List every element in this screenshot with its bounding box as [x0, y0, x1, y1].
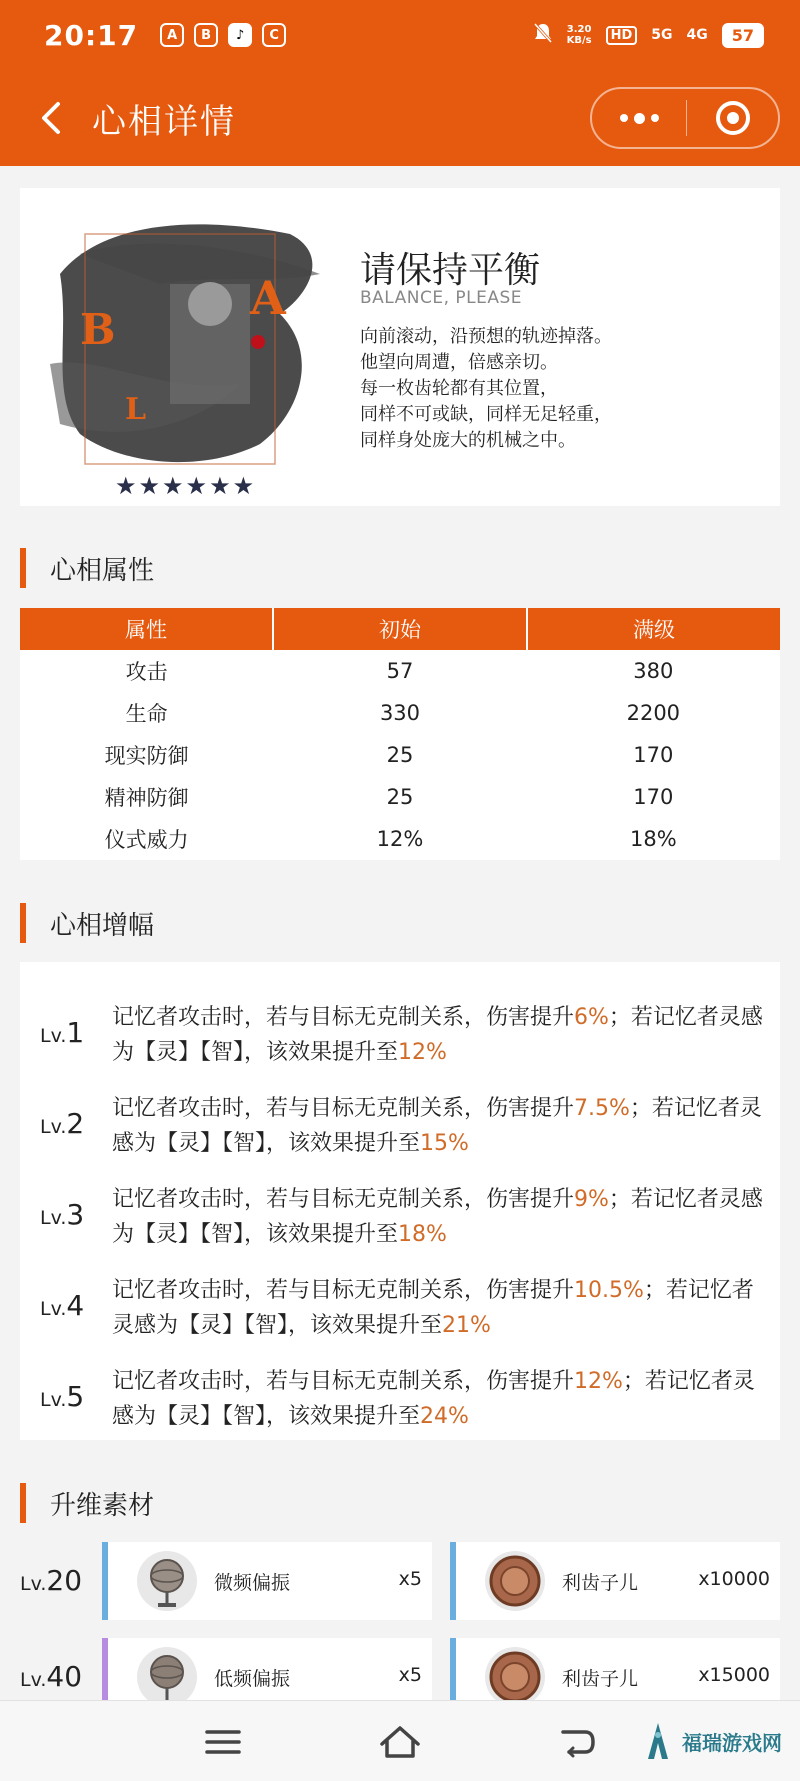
- more-button[interactable]: [592, 89, 686, 147]
- watermark-logo-icon: [640, 1721, 676, 1761]
- boost-value: 10.5%: [574, 1278, 644, 1303]
- table-header: [20, 608, 780, 650]
- boost-value: 9%: [574, 1187, 609, 1212]
- material-name: 利齿子儿: [562, 1668, 639, 1690]
- boost-value: 7.5%: [574, 1096, 630, 1121]
- system-nav-bar: [0, 1700, 800, 1781]
- table-cell: 25: [386, 743, 414, 767]
- description-line: 同样不可或缺，同样无足轻重，: [360, 404, 612, 425]
- psychube-title: 请保持平衡: [360, 250, 541, 291]
- psychube-hero-card: [20, 188, 780, 506]
- status-bar: [0, 0, 800, 70]
- more-dot-icon: [620, 114, 628, 122]
- column-header: 满级: [526, 608, 780, 650]
- material-name: 微频偏振: [214, 1572, 291, 1594]
- table-cell: 380: [633, 659, 674, 683]
- table-cell: 仪式威力: [104, 828, 189, 852]
- level-label: Lv.4: [40, 1289, 85, 1322]
- material-name: 低频偏振: [214, 1668, 291, 1690]
- column-header: 初始: [272, 608, 526, 650]
- boost-value: 6%: [574, 1005, 609, 1030]
- recent-apps-button[interactable]: [198, 1719, 248, 1765]
- material-quantity: x15000: [698, 1664, 770, 1686]
- amplification-level: [20, 1174, 780, 1254]
- column-header: 属性: [125, 618, 167, 642]
- target-icon: [716, 101, 750, 135]
- boost-value: 12%: [398, 1040, 447, 1065]
- table-cell: 现实防御: [104, 744, 189, 768]
- amplification-level: [20, 1265, 780, 1345]
- back-arrow-icon: [557, 1726, 597, 1758]
- boost-value: 24%: [420, 1404, 469, 1429]
- attributes-table: [20, 608, 780, 860]
- description-line: 向前滚动，沿预想的轨迹掉落。: [360, 326, 612, 347]
- art-letter-b: B: [80, 305, 116, 354]
- table-cell: 330: [379, 701, 421, 725]
- page-title: 心相详情: [92, 101, 236, 142]
- psychube-description: [360, 324, 612, 454]
- watermark-text: 福瑞游戏网: [682, 1730, 782, 1755]
- table-row: [20, 734, 780, 776]
- tiktok-icon: ♪: [228, 23, 252, 47]
- chevron-left-icon: [40, 101, 62, 135]
- material-quantity: x5: [398, 1568, 422, 1590]
- back-nav-button[interactable]: [552, 1719, 602, 1765]
- app-bar: [0, 70, 800, 166]
- level-description: 记忆者攻击时，若与目标无克制关系，伤害提升9%；若记忆者灵感为【灵】【智】，该效果提升至18%: [112, 1187, 763, 1247]
- section-accent-bar: [20, 548, 26, 588]
- amplification-section-header: [20, 902, 154, 944]
- table-cell: 170: [633, 743, 674, 767]
- level-label: Lv.40: [20, 1660, 83, 1693]
- globe-material-icon: [136, 1550, 198, 1612]
- home-icon: [378, 1724, 422, 1760]
- attributes-section-header: [20, 547, 154, 589]
- level-description: 记忆者攻击时，若与目标无克制关系，伤害提升10.5%；若记忆者灵感为【灵】【智】，该效果提升至21%: [112, 1278, 754, 1338]
- level-description: 记忆者攻击时，若与目标无克制关系，伤害提升6%；若记忆者灵感为【灵】【智】，该效果提升至12%: [112, 1005, 763, 1065]
- app-notification-icon: A: [160, 23, 184, 47]
- level-label: Lv.5: [40, 1380, 85, 1413]
- section-title: 心相属性: [50, 555, 155, 586]
- coin-material-icon: [484, 1550, 546, 1612]
- table-cell: 攻击: [125, 660, 168, 684]
- signal-4g-icon: 4G: [686, 27, 708, 43]
- amplification-level: [20, 1356, 780, 1436]
- materials-section-header: [20, 1482, 154, 1524]
- net-speed: 3.20 KB/s: [566, 24, 592, 46]
- mute-icon: [533, 22, 553, 48]
- hd-icon: HD: [606, 26, 638, 45]
- section-accent-bar: [20, 1483, 26, 1523]
- home-button[interactable]: [375, 1719, 425, 1765]
- description-line: 每一枚齿轮都有其位置，: [360, 378, 558, 399]
- table-cell: 12%: [376, 827, 424, 851]
- table-row: [20, 650, 780, 692]
- level-label: Lv.1: [40, 1016, 85, 1049]
- battery-icon: 57: [722, 23, 764, 48]
- globe-material-icon: [136, 1646, 198, 1708]
- description-line: 同样身处庞大的机械之中。: [360, 430, 576, 451]
- section-accent-bar: [20, 903, 26, 943]
- status-time: 20:17: [44, 18, 139, 52]
- menu-icon: [204, 1727, 242, 1757]
- table-cell: 生命: [125, 702, 168, 726]
- level-description: 记忆者攻击时，若与目标无克制关系，伤害提升7.5%；若记忆者灵感为【灵】【智】，该效果提升至15%: [112, 1096, 762, 1156]
- material-name: 利齿子儿: [562, 1572, 639, 1594]
- boost-value: 12%: [574, 1369, 623, 1394]
- art-letter-l: L: [125, 392, 147, 427]
- material-card[interactable]: [102, 1542, 432, 1620]
- material-card[interactable]: [450, 1542, 780, 1620]
- table-cell: 57: [386, 659, 414, 683]
- amplification-card: [20, 962, 780, 1440]
- level-description: 记忆者攻击时，若与目标无克制关系，伤害提升12%；若记忆者灵感为【灵】【智】，该效果提升至24%: [112, 1369, 755, 1429]
- mini-program-capsule: [590, 87, 780, 149]
- material-quantity: x5: [398, 1664, 422, 1686]
- table-cell: 精神防御: [104, 786, 189, 810]
- table-row: [20, 692, 780, 734]
- signal-5g-icon: 5G: [651, 27, 673, 43]
- description-line: 他望向周遭，倍感亲切。: [360, 352, 558, 373]
- close-mini-program-button[interactable]: [687, 101, 778, 135]
- table-row: [20, 818, 780, 860]
- app-notification-icon: B: [194, 23, 218, 47]
- table-cell: 18%: [629, 827, 677, 851]
- psychube-subtitle: BALANCE, PLEASE: [360, 288, 523, 308]
- table-cell: 25: [386, 785, 414, 809]
- watermark: [640, 1721, 782, 1761]
- table-row: [20, 776, 780, 818]
- amplification-level: [20, 992, 780, 1072]
- notification-icons: [160, 23, 286, 47]
- status-indicators: [533, 22, 764, 48]
- table-cell: 170: [633, 785, 674, 809]
- material-quantity: x10000: [698, 1568, 770, 1590]
- art-letter-a: A: [250, 271, 286, 325]
- section-title: 升维素材: [50, 1490, 155, 1521]
- boost-value: 18%: [398, 1222, 447, 1247]
- table-cell: 2200: [626, 701, 681, 725]
- amplification-level: [20, 1083, 780, 1163]
- coin-material-icon: [484, 1646, 546, 1708]
- psychube-artwork: [40, 214, 340, 496]
- back-button[interactable]: [26, 93, 76, 143]
- level-label: Lv.3: [40, 1198, 85, 1231]
- boost-value: 21%: [442, 1313, 491, 1338]
- more-dot-icon: [651, 114, 659, 122]
- more-dot-icon: [634, 113, 645, 124]
- level-label: Lv.2: [40, 1107, 85, 1140]
- section-title: 心相增幅: [50, 910, 155, 941]
- level-label: Lv.20: [20, 1564, 83, 1597]
- boost-value: 15%: [420, 1131, 469, 1156]
- rarity-stars: ★★★★★★: [115, 472, 257, 496]
- app-notification-icon: C: [262, 23, 286, 47]
- material-row: [0, 1542, 800, 1620]
